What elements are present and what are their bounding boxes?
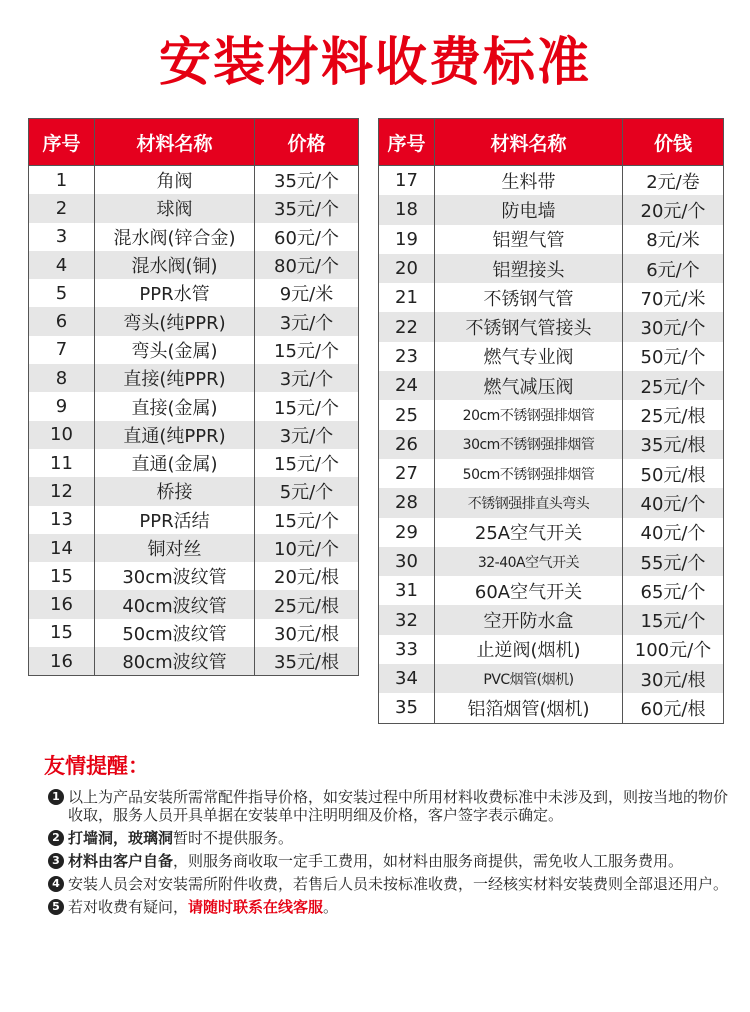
left-price-table	[28, 118, 359, 676]
cell-no: 11	[29, 449, 95, 477]
cell-name: 20cm不锈钢强排烟管	[435, 400, 623, 429]
cell-no: 21	[379, 283, 435, 312]
cell-no: 35	[379, 693, 435, 723]
table-row	[379, 254, 724, 283]
table-row	[379, 166, 724, 196]
cell-no: 25	[379, 400, 435, 429]
cell-price: 35元/根	[623, 430, 724, 459]
cell-price: 50元/根	[623, 459, 724, 488]
cell-price: 25元/根	[623, 400, 724, 429]
cell-price: 3元/个	[255, 364, 359, 392]
cell-price: 15元/个	[623, 605, 724, 634]
cell-no: 18	[379, 195, 435, 224]
cell-price: 60元/个	[255, 223, 359, 251]
note-text: 请随时联系在线客服	[188, 898, 324, 916]
cell-no: 16	[29, 647, 95, 676]
note-text: 。	[323, 898, 339, 916]
cell-no: 8	[29, 364, 95, 392]
cell-name: 混水阀(铜)	[95, 251, 255, 279]
cell-no: 1	[29, 166, 95, 195]
cell-no: 13	[29, 506, 95, 534]
table-row	[379, 547, 724, 576]
table-row	[379, 488, 724, 517]
cell-no: 30	[379, 547, 435, 576]
cell-price: 55元/个	[623, 547, 724, 576]
cell-name: 防电墙	[435, 195, 623, 224]
note-text: 打墙洞，玻璃洞	[68, 829, 174, 847]
cell-name: 燃气减压阀	[435, 371, 623, 400]
note-text: 安装人员会对安装需所附件收费，若售后人员未按标准收费，一经核实材料安装费则全部退还用户。	[68, 875, 729, 893]
cell-no: 7	[29, 336, 95, 364]
table-row	[29, 251, 359, 279]
page-title: 安装材料收费标准	[158, 33, 591, 93]
cell-name: 40cm波纹管	[95, 590, 255, 618]
cell-price: 20元/个	[623, 195, 724, 224]
cell-name: 直接(纯PPR)	[95, 364, 255, 392]
header-no: 序号	[379, 119, 435, 166]
cell-price: 9元/米	[255, 279, 359, 307]
cell-price: 40元/个	[623, 518, 724, 547]
cell-no: 9	[29, 392, 95, 420]
table-row	[29, 534, 359, 562]
header-price: 价格	[255, 119, 359, 166]
cell-name: PPR水管	[95, 279, 255, 307]
table-row	[29, 279, 359, 307]
cell-name: 直通(金属)	[95, 449, 255, 477]
table-row	[379, 664, 724, 693]
table-row	[29, 590, 359, 618]
cell-name: 铝塑气管	[435, 225, 623, 254]
cell-price: 35元/个	[255, 166, 359, 195]
table-row	[379, 459, 724, 488]
cell-name: 不锈钢强排直头弯头	[435, 488, 623, 517]
table-row	[29, 562, 359, 590]
cell-price: 15元/个	[255, 506, 359, 534]
cell-price: 50元/个	[623, 342, 724, 371]
note-text: 以上为产品安装所需常配件指导价格，如安装过程中所用材料收费标准中未涉及到，则按当地的物价收取，服务人员开具单据在安装单中注明明细及价格，客户签字表示确定。	[68, 788, 729, 824]
note-number-badge: 5	[48, 899, 64, 915]
cell-price: 8元/米	[623, 225, 724, 254]
table-row	[379, 371, 724, 400]
note-item	[48, 852, 728, 870]
table-row	[29, 307, 359, 335]
cell-price: 30元/个	[623, 312, 724, 341]
header-name: 材料名称	[95, 119, 255, 166]
cell-no: 15	[29, 562, 95, 590]
cell-no: 12	[29, 477, 95, 505]
cell-no: 3	[29, 223, 95, 251]
cell-name: 混水阀(锌合金)	[95, 223, 255, 251]
table-row	[379, 195, 724, 224]
cell-name: 直通(纯PPR)	[95, 421, 255, 449]
cell-name: 30cm波纹管	[95, 562, 255, 590]
cell-price: 5元/个	[255, 477, 359, 505]
table-row	[379, 430, 724, 459]
cell-no: 29	[379, 518, 435, 547]
cell-no: 15	[29, 619, 95, 647]
header-no: 序号	[29, 119, 95, 166]
cell-name: 弯头(金属)	[95, 336, 255, 364]
cell-price: 60元/根	[623, 693, 724, 723]
table-row	[29, 506, 359, 534]
table-row	[379, 283, 724, 312]
table-row	[379, 605, 724, 634]
table-row	[29, 223, 359, 251]
table-row	[29, 364, 359, 392]
note-number-badge: 1	[48, 789, 64, 805]
table-row	[379, 693, 724, 723]
header-price: 价钱	[623, 119, 724, 166]
note-text: 材料由客户自备	[68, 852, 174, 870]
cell-price: 15元/个	[255, 449, 359, 477]
cell-price: 80元/个	[255, 251, 359, 279]
cell-price: 70元/米	[623, 283, 724, 312]
cell-price: 25元/根	[255, 590, 359, 618]
table-row	[379, 400, 724, 429]
notes-title: 友情提醒：	[44, 754, 149, 778]
cell-price: 65元/个	[623, 576, 724, 605]
cell-no: 31	[379, 576, 435, 605]
cell-price: 6元/个	[623, 254, 724, 283]
cell-price: 100元/个	[623, 635, 724, 664]
cell-price: 15元/个	[255, 392, 359, 420]
cell-name: 不锈钢气管接头	[435, 312, 623, 341]
cell-no: 33	[379, 635, 435, 664]
note-item	[48, 829, 728, 847]
cell-price: 35元/个	[255, 194, 359, 222]
cell-name: 直接(金属)	[95, 392, 255, 420]
note-number-badge: 3	[48, 853, 64, 869]
cell-no: 22	[379, 312, 435, 341]
cell-price: 30元/根	[623, 664, 724, 693]
cell-price: 25元/个	[623, 371, 724, 400]
cell-name: 60A空气开关	[435, 576, 623, 605]
table-header-row	[379, 119, 724, 166]
table-row	[379, 342, 724, 371]
cell-name: PVC烟管(烟机)	[435, 664, 623, 693]
cell-name: 角阀	[95, 166, 255, 195]
cell-name: 80cm波纹管	[95, 647, 255, 676]
cell-name: 球阀	[95, 194, 255, 222]
cell-name: 弯头(纯PPR)	[95, 307, 255, 335]
cell-name: 30cm不锈钢强排烟管	[435, 430, 623, 459]
cell-no: 24	[379, 371, 435, 400]
cell-name: 止逆阀(烟机)	[435, 635, 623, 664]
cell-price: 35元/根	[255, 647, 359, 676]
table-row	[29, 477, 359, 505]
header-name: 材料名称	[435, 119, 623, 166]
cell-name: 铜对丝	[95, 534, 255, 562]
cell-name: 生料带	[435, 166, 623, 196]
cell-price: 40元/个	[623, 488, 724, 517]
table-row	[379, 576, 724, 605]
table-row	[29, 449, 359, 477]
cell-price: 3元/个	[255, 421, 359, 449]
cell-no: 17	[379, 166, 435, 196]
table-row	[379, 635, 724, 664]
cell-name: 25A空气开关	[435, 518, 623, 547]
table-row	[29, 421, 359, 449]
table-row	[379, 518, 724, 547]
cell-no: 4	[29, 251, 95, 279]
cell-no: 5	[29, 279, 95, 307]
cell-no: 2	[29, 194, 95, 222]
cell-name: 铝塑接头	[435, 254, 623, 283]
cell-no: 19	[379, 225, 435, 254]
cell-no: 26	[379, 430, 435, 459]
cell-name: 50cm不锈钢强排烟管	[435, 459, 623, 488]
cell-no: 34	[379, 664, 435, 693]
right-price-table	[378, 118, 724, 724]
note-item	[48, 875, 728, 893]
cell-no: 32	[379, 605, 435, 634]
cell-name: 50cm波纹管	[95, 619, 255, 647]
table-row	[29, 619, 359, 647]
cell-no: 23	[379, 342, 435, 371]
cell-price: 20元/根	[255, 562, 359, 590]
table-header-row	[29, 119, 359, 166]
notes-list	[48, 788, 728, 921]
cell-price: 3元/个	[255, 307, 359, 335]
cell-no: 14	[29, 534, 95, 562]
note-item	[48, 898, 728, 916]
cell-no: 27	[379, 459, 435, 488]
cell-price: 10元/个	[255, 534, 359, 562]
table-row	[29, 336, 359, 364]
table-row	[379, 225, 724, 254]
table-row	[29, 392, 359, 420]
table-row	[29, 194, 359, 222]
cell-no: 28	[379, 488, 435, 517]
cell-price: 15元/个	[255, 336, 359, 364]
cell-no: 10	[29, 421, 95, 449]
note-text: ，则服务商收取一定手工费用，如材料由服务商提供，需免收人工服务费用。	[173, 852, 684, 870]
cell-name: 桥接	[95, 477, 255, 505]
note-item	[48, 788, 728, 824]
table-row	[29, 166, 359, 195]
note-number-badge: 2	[48, 830, 64, 846]
cell-no: 6	[29, 307, 95, 335]
table-row	[379, 312, 724, 341]
cell-name: PPR活结	[95, 506, 255, 534]
cell-name: 不锈钢气管	[435, 283, 623, 312]
cell-name: 燃气专业阀	[435, 342, 623, 371]
note-number-badge: 4	[48, 876, 64, 892]
cell-name: 32-40A空气开关	[435, 547, 623, 576]
cell-no: 16	[29, 590, 95, 618]
cell-no: 20	[379, 254, 435, 283]
cell-name: 空开防水盒	[435, 605, 623, 634]
cell-price: 30元/根	[255, 619, 359, 647]
note-text: 暂时不提供服务。	[173, 829, 294, 847]
cell-name: 铝箔烟管(烟机)	[435, 693, 623, 723]
cell-price: 2元/卷	[623, 166, 724, 196]
table-row	[29, 647, 359, 676]
note-text: 若对收费有疑问，	[68, 898, 189, 916]
